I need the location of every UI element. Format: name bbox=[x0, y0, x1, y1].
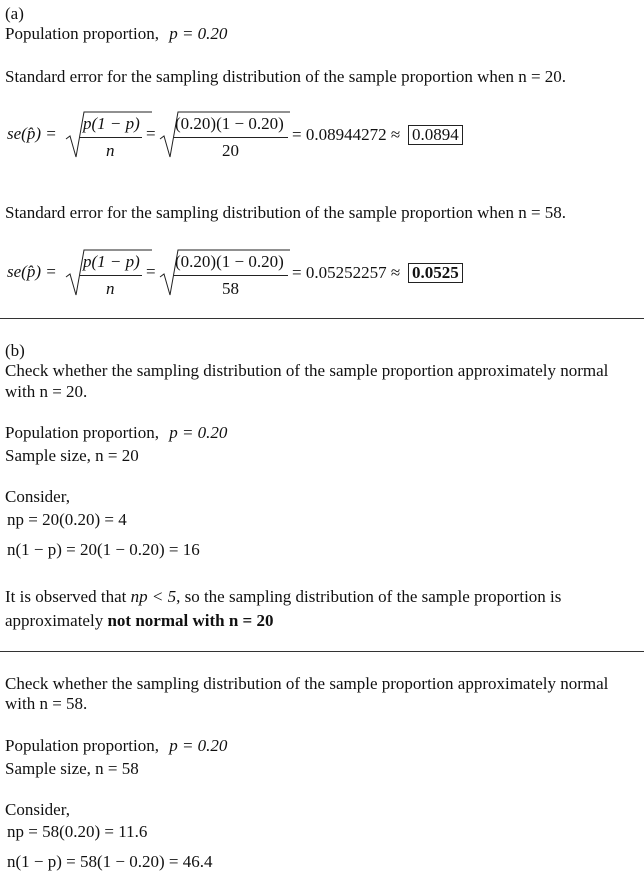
np20-equation: np = 20(0.20) = 4 bbox=[7, 510, 127, 529]
se58-heading: Standard error for the sampling distribution of the sample proportion when n = 58. bbox=[5, 203, 567, 222]
observation-line1 bbox=[5, 587, 561, 607]
nq20-equation: n(1 − p) = 20(1 − 0.20) = 16 bbox=[7, 540, 200, 559]
fraction-bar bbox=[174, 275, 288, 276]
numeric-denominator: 20 bbox=[222, 141, 239, 160]
observation-expression: np < 5 bbox=[130, 587, 177, 606]
check58-line2: with n = 58. bbox=[5, 694, 88, 713]
se-lhs: se(p̂) = bbox=[7, 262, 57, 281]
se20-heading: Standard error for the sampling distribution of the sample proportion when n = 20. bbox=[5, 67, 567, 86]
fraction-numerator: p(1 − p) bbox=[83, 114, 140, 133]
answer-box: 0.0525 bbox=[408, 263, 463, 283]
part-b-label: (b) bbox=[5, 341, 25, 360]
observation-suffix: , so the sampling distribution of the sample proportion is bbox=[176, 587, 562, 606]
population-proportion-label: Population proportion, bbox=[5, 24, 159, 43]
equals-sign: = bbox=[146, 262, 156, 281]
numeric-denominator: 58 bbox=[222, 279, 239, 298]
se20-formula bbox=[0, 104, 644, 164]
part-a-label: (a) bbox=[5, 4, 24, 23]
check58-line1: Check whether the sampling distribution of the sample proportion approximately normal bbox=[5, 674, 609, 693]
fraction-numerator: p(1 − p) bbox=[83, 252, 140, 271]
observation-conclusion: not normal with n = 20 bbox=[107, 611, 274, 630]
fraction-denominator: n bbox=[106, 141, 115, 160]
observation-line2 bbox=[5, 611, 273, 631]
answer-box: 0.0894 bbox=[408, 125, 463, 145]
population-proportion-label: Population proportion, bbox=[5, 423, 159, 442]
equals-sign: = bbox=[146, 124, 156, 143]
result-value: = 0.08944272 ≈ bbox=[292, 125, 401, 144]
fraction-denominator: n bbox=[106, 279, 115, 298]
fraction-bar bbox=[174, 137, 288, 138]
nq58-equation: n(1 − p) = 58(1 − 0.20) = 46.4 bbox=[7, 852, 213, 871]
np58-equation: np = 58(0.20) = 11.6 bbox=[7, 822, 148, 841]
numeric-numerator: (0.20)(1 − 0.20) bbox=[175, 252, 284, 271]
observation-prefix: It is observed that bbox=[5, 587, 127, 606]
population-proportion-label: Population proportion, bbox=[5, 736, 159, 755]
population-proportion-line bbox=[5, 423, 227, 443]
result-value: = 0.05252257 ≈ bbox=[292, 263, 401, 282]
se58-formula bbox=[0, 242, 644, 302]
population-proportion-value: p = 0.20 bbox=[169, 423, 228, 442]
check20-line1: Check whether the sampling distribution of the sample proportion approximately normal bbox=[5, 361, 609, 380]
section-divider bbox=[0, 318, 644, 319]
fraction-bar bbox=[80, 137, 142, 138]
consider-label: Consider, bbox=[5, 487, 70, 506]
numeric-numerator: (0.20)(1 − 0.20) bbox=[175, 114, 284, 133]
population-proportion-value: p = 0.20 bbox=[169, 736, 228, 755]
observation-line2-prefix: approximately bbox=[5, 611, 104, 630]
se-lhs: se(p̂) = bbox=[7, 124, 57, 143]
population-proportion-value: p = 0.20 bbox=[169, 24, 228, 43]
fraction-bar bbox=[80, 275, 142, 276]
sample-size-58: Sample size, n = 58 bbox=[5, 759, 139, 778]
sample-size-20: Sample size, n = 20 bbox=[5, 446, 139, 465]
check20-line2: with n = 20. bbox=[5, 382, 88, 401]
population-proportion-line bbox=[5, 736, 227, 756]
population-proportion-line bbox=[5, 24, 227, 44]
section-divider bbox=[0, 651, 644, 652]
consider-label: Consider, bbox=[5, 800, 70, 819]
